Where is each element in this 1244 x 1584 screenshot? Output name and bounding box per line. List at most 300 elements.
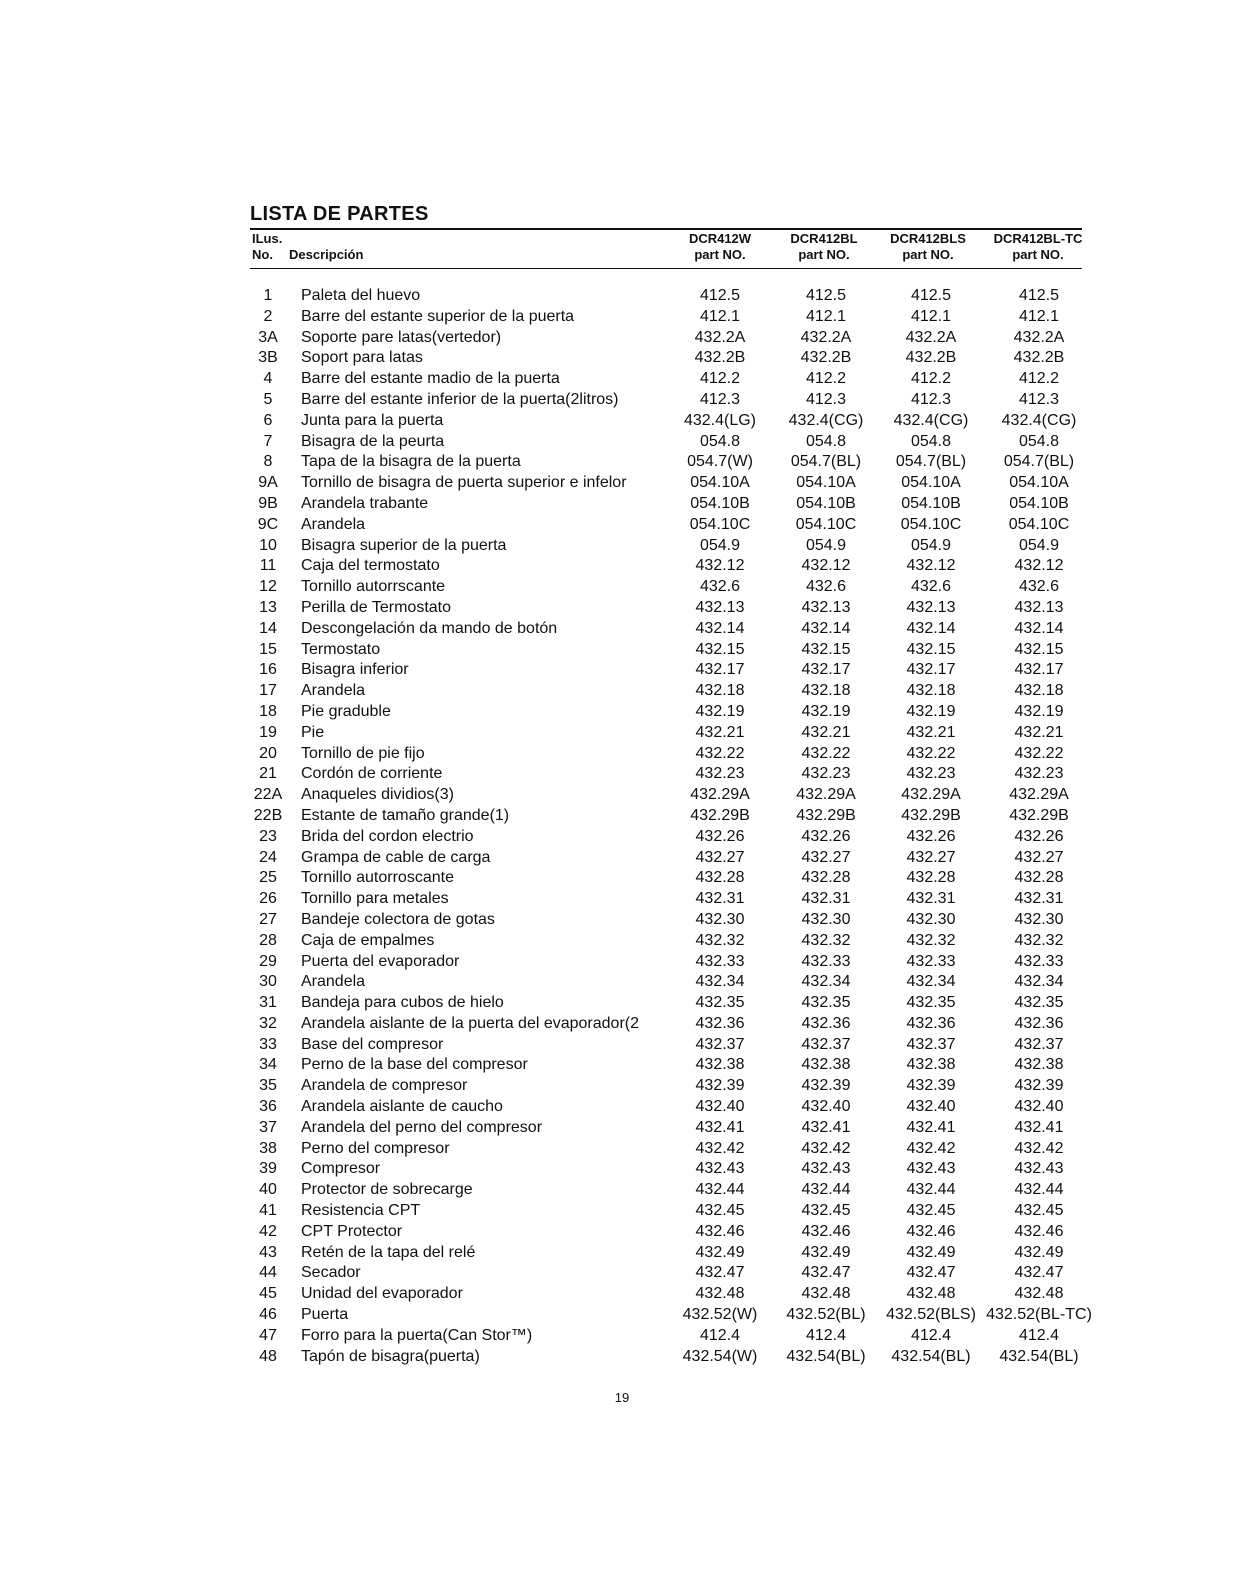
table-row <box>0 1139 1244 1160</box>
part-number-col-2: 432.40 <box>801 1098 851 1116</box>
table-row <box>0 536 1244 557</box>
item-number: 17 <box>259 682 277 700</box>
item-number: 3B <box>258 349 278 367</box>
part-number-col-1: 432.21 <box>695 723 745 741</box>
item-description: Termostato <box>301 640 381 658</box>
item-number: 15 <box>259 640 277 658</box>
part-number-col-2: 432.48 <box>801 1285 851 1303</box>
part-number-col-4: 432.40 <box>1014 1098 1064 1116</box>
item-description: Tapón de bisagra(puerta) <box>301 1347 480 1365</box>
part-number-col-4: 432.46 <box>1014 1222 1064 1240</box>
part-number-col-2: 432.45 <box>801 1202 851 1220</box>
part-number-col-4: 432.6 <box>1018 578 1060 596</box>
table-row <box>0 952 1244 973</box>
part-number-col-4: 432.22 <box>1014 744 1064 762</box>
part-number-col-1: 432.52(W) <box>682 1306 758 1324</box>
item-number: 13 <box>259 598 277 616</box>
table-row <box>0 764 1244 785</box>
part-number-col-3: 432.35 <box>906 994 956 1012</box>
part-number-col-4: 054.10B <box>1009 494 1069 512</box>
part-number-col-1: 432.22 <box>695 744 745 762</box>
part-number-col-4: 432.23 <box>1014 765 1064 783</box>
item-number: 33 <box>259 1035 277 1053</box>
table-row <box>0 619 1244 640</box>
part-number-col-2: 432.23 <box>801 765 851 783</box>
item-number: 31 <box>259 994 277 1012</box>
part-number-col-2: 054.7(BL) <box>790 453 862 471</box>
part-number-col-2: 432.43 <box>801 1160 851 1178</box>
item-description: Secador <box>301 1264 361 1282</box>
part-number-col-3: 432.41 <box>906 1118 956 1136</box>
part-number-col-4: 432.2B <box>1013 349 1065 367</box>
title-rule <box>250 228 1082 230</box>
table-row <box>0 1263 1244 1284</box>
part-number-col-1: 432.18 <box>695 682 745 700</box>
item-description: Paleta del huevo <box>301 287 421 304</box>
item-description: Pie graduble <box>301 702 391 720</box>
part-number-col-2: 432.52(BL) <box>786 1306 866 1324</box>
header-ilus-line2: No. <box>252 247 273 262</box>
item-number: 48 <box>259 1347 277 1365</box>
part-number-col-3: 432.38 <box>906 1056 956 1074</box>
item-number: 27 <box>259 910 277 928</box>
header-model-name: DCR412BL <box>790 231 858 246</box>
part-number-col-1: 432.6 <box>699 578 741 596</box>
item-number: 11 <box>259 557 277 575</box>
item-number: 14 <box>259 619 277 637</box>
part-number-col-3: 432.47 <box>906 1264 956 1282</box>
part-number-col-4: 432.21 <box>1014 723 1064 741</box>
part-number-col-2: 432.44 <box>801 1181 851 1199</box>
part-number-col-2: 432.21 <box>801 723 851 741</box>
table-row <box>0 1118 1244 1139</box>
part-number-col-2: 432.14 <box>801 619 851 637</box>
part-number-col-1: 054.7(W) <box>687 453 753 471</box>
part-number-col-3: 432.23 <box>906 765 956 783</box>
table-row <box>0 1180 1244 1201</box>
part-number-col-3: 432.2A <box>905 328 957 346</box>
item-number: 25 <box>259 869 277 887</box>
item-number: 32 <box>259 1014 277 1032</box>
part-number-col-4: 432.45 <box>1014 1202 1064 1220</box>
header-model-name: DCR412BL-TC <box>993 231 1083 246</box>
part-number-col-3: 432.4(CG) <box>893 411 969 429</box>
part-number-col-3: 432.17 <box>906 661 956 679</box>
item-number: 8 <box>263 453 273 471</box>
part-number-col-3: 432.13 <box>906 598 956 616</box>
table-row <box>0 1097 1244 1118</box>
part-number-col-4: 432.19 <box>1014 702 1064 720</box>
part-number-col-1: 432.12 <box>695 557 745 575</box>
table-row <box>0 785 1244 806</box>
part-number-col-2: 432.12 <box>801 557 851 575</box>
item-description: Barre del estante madio de la puerta <box>301 370 560 388</box>
header-model-name: DCR412BLS <box>890 231 966 246</box>
item-description: Perilla de Termostato <box>301 598 451 616</box>
part-number-col-3: 432.21 <box>906 723 956 741</box>
item-description: Barre del estante superior de la puerta <box>301 307 575 325</box>
part-number-col-1: 432.42 <box>695 1139 745 1157</box>
part-number-col-2: 432.6 <box>805 578 847 596</box>
part-number-col-2: 432.2A <box>800 328 852 346</box>
part-number-col-1: 432.46 <box>695 1222 745 1240</box>
part-number-col-2: 432.35 <box>801 994 851 1012</box>
item-number: 28 <box>259 931 277 949</box>
part-number-col-4: 432.28 <box>1014 869 1064 887</box>
part-number-col-1: 432.15 <box>695 640 745 658</box>
table-row <box>0 452 1244 473</box>
item-number: 22A <box>253 786 283 804</box>
table-row <box>0 515 1244 536</box>
part-number-col-3: 432.19 <box>906 702 956 720</box>
item-description: Base del compresor <box>301 1035 444 1053</box>
part-number-col-3: 054.7(BL) <box>895 453 967 471</box>
part-number-col-1: 432.28 <box>695 869 745 887</box>
table-row <box>0 1076 1244 1097</box>
part-number-col-1: 432.36 <box>695 1014 745 1032</box>
part-number-col-3: 432.2B <box>905 349 957 367</box>
item-description: Bisagra inferior <box>301 661 409 679</box>
item-number: 39 <box>259 1160 277 1178</box>
table-row <box>0 931 1244 952</box>
part-number-col-3: 432.39 <box>906 1077 956 1095</box>
item-number: 1 <box>263 287 273 304</box>
item-number: 9B <box>258 494 278 512</box>
part-number-col-3: 432.32 <box>906 931 956 949</box>
item-description: Bandeja para cubos de hielo <box>301 994 504 1012</box>
item-description: Tornillo para metales <box>301 890 449 908</box>
page-title: LISTA DE PARTES <box>250 203 429 225</box>
part-number-col-3: 054.8 <box>910 432 952 450</box>
table-row <box>0 910 1244 931</box>
item-number: 44 <box>259 1264 277 1282</box>
item-description: CPT Protector <box>301 1222 403 1240</box>
part-number-col-1: 432.40 <box>695 1098 745 1116</box>
part-number-col-1: 432.2A <box>694 328 746 346</box>
part-number-col-2: 432.41 <box>801 1118 851 1136</box>
part-number-col-1: 432.29B <box>690 806 750 824</box>
part-number-col-3: 412.1 <box>910 307 952 325</box>
part-number-col-3: 432.6 <box>910 578 952 596</box>
part-number-col-1: 432.27 <box>695 848 745 866</box>
table-row <box>0 556 1244 577</box>
part-number-col-3: 432.34 <box>906 973 956 991</box>
header-model-4 <box>976 231 1100 263</box>
table-row <box>0 848 1244 869</box>
item-description: Perno de la base del compresor <box>301 1056 528 1074</box>
table-row <box>0 286 1244 307</box>
part-number-col-3: 432.46 <box>906 1222 956 1240</box>
item-number: 22B <box>253 806 283 824</box>
part-number-col-1: 432.41 <box>695 1118 745 1136</box>
table-row <box>0 1035 1244 1056</box>
item-number: 26 <box>259 890 277 908</box>
part-number-col-4: 432.49 <box>1014 1243 1064 1261</box>
part-number-col-1: 432.48 <box>695 1285 745 1303</box>
part-number-col-3: 432.54(BL) <box>891 1347 971 1365</box>
item-description: Caja de empalmes <box>301 931 435 949</box>
item-number: 19 <box>259 723 277 741</box>
part-number-col-1: 432.2B <box>694 349 746 367</box>
part-number-col-2: 432.26 <box>801 827 851 845</box>
item-number: 3A <box>258 328 278 346</box>
table-row <box>0 660 1244 681</box>
part-number-col-4: 432.31 <box>1014 890 1064 908</box>
part-number-col-1: 054.10C <box>689 515 751 533</box>
item-description: Arandela aislante de caucho <box>301 1098 503 1116</box>
part-number-col-3: 432.26 <box>906 827 956 845</box>
item-number: 42 <box>259 1222 277 1240</box>
part-number-col-3: 432.15 <box>906 640 956 658</box>
part-number-col-2: 432.32 <box>801 931 851 949</box>
item-number: 29 <box>259 952 277 970</box>
part-number-col-3: 432.12 <box>906 557 956 575</box>
part-number-col-4: 432.30 <box>1014 910 1064 928</box>
part-number-col-4: 432.18 <box>1014 682 1064 700</box>
item-description: Protector de sobrecarge <box>301 1181 473 1199</box>
item-number: 16 <box>259 661 277 679</box>
part-number-col-2: 432.17 <box>801 661 851 679</box>
part-number-col-1: 432.14 <box>695 619 745 637</box>
item-description: Caja del termostato <box>301 557 440 575</box>
item-number: 9C <box>257 515 279 533</box>
part-number-col-2: 054.10A <box>796 474 856 492</box>
part-number-col-1: 054.10A <box>690 474 750 492</box>
table-row <box>0 702 1244 723</box>
part-number-col-4: 412.2 <box>1018 370 1060 388</box>
item-number: 24 <box>259 848 277 866</box>
header-model-3 <box>866 231 990 263</box>
part-number-col-1: 054.8 <box>699 432 741 450</box>
part-number-col-2: 412.1 <box>805 307 847 325</box>
part-number-col-2: 432.39 <box>801 1077 851 1095</box>
part-number-col-2: 054.10B <box>796 494 856 512</box>
item-number: 47 <box>259 1326 277 1344</box>
part-number-col-1: 432.34 <box>695 973 745 991</box>
part-number-col-1: 412.2 <box>699 370 741 388</box>
part-number-col-2: 432.54(BL) <box>786 1347 866 1365</box>
part-number-col-4: 054.10C <box>1008 515 1070 533</box>
item-description: Barre del estante inferior de la puerta(2litros) <box>301 390 619 408</box>
part-number-col-1: 412.5 <box>699 287 741 304</box>
page-number: 19 <box>614 1390 630 1405</box>
part-number-col-2: 054.8 <box>805 432 847 450</box>
item-description: Puerta <box>301 1306 349 1324</box>
item-description: Soport para latas <box>301 349 423 367</box>
item-number: 5 <box>263 390 273 408</box>
item-description: Brida del cordon electrio <box>301 827 474 845</box>
part-number-col-2: 432.37 <box>801 1035 851 1053</box>
part-number-col-1: 054.9 <box>699 536 741 554</box>
item-description: Grampa de cable de carga <box>301 848 491 866</box>
part-number-col-3: 432.30 <box>906 910 956 928</box>
table-row <box>0 744 1244 765</box>
part-number-col-2: 432.22 <box>801 744 851 762</box>
header-part-label: part NO. <box>1012 247 1064 262</box>
table-row <box>0 1159 1244 1180</box>
table-row <box>0 993 1244 1014</box>
part-number-col-2: 432.49 <box>801 1243 851 1261</box>
part-number-col-4: 054.9 <box>1018 536 1060 554</box>
item-description: Arandela del perno del compresor <box>301 1118 543 1136</box>
table-row <box>0 1326 1244 1347</box>
item-description: Unidad del evaporador <box>301 1285 463 1303</box>
part-number-col-1: 432.4(LG) <box>683 411 757 429</box>
part-number-col-1: 432.45 <box>695 1202 745 1220</box>
part-number-col-2: 432.42 <box>801 1139 851 1157</box>
part-number-col-2: 432.30 <box>801 910 851 928</box>
part-number-col-4: 432.35 <box>1014 994 1064 1012</box>
part-number-col-4: 432.29B <box>1009 806 1069 824</box>
part-number-col-1: 412.1 <box>699 307 741 325</box>
item-description: Forro para la puerta(Can Stor™) <box>301 1326 533 1344</box>
item-description: Tornillo autorrscante <box>301 578 446 596</box>
part-number-col-4: 432.41 <box>1014 1118 1064 1136</box>
item-description: Arandela aislante de la puerta del evaporador(2 <box>301 1014 640 1032</box>
part-number-col-1: 432.19 <box>695 702 745 720</box>
part-number-col-3: 432.29B <box>901 806 961 824</box>
item-number: 12 <box>259 578 277 596</box>
item-number: 36 <box>259 1098 277 1116</box>
header-ilus-line1: ILus. <box>252 231 283 246</box>
table-row <box>0 868 1244 889</box>
item-description: Retén de la tapa del relé <box>301 1243 476 1261</box>
part-number-col-1: 432.33 <box>695 952 745 970</box>
part-number-col-4: 432.39 <box>1014 1077 1064 1095</box>
part-number-col-1: 432.30 <box>695 910 745 928</box>
part-number-col-4: 432.33 <box>1014 952 1064 970</box>
part-number-col-4: 432.2A <box>1013 328 1065 346</box>
part-number-col-1: 432.43 <box>695 1160 745 1178</box>
part-number-col-4: 432.44 <box>1014 1181 1064 1199</box>
item-description: Tornillo de bisagra de puerta superior e infelor <box>301 474 627 492</box>
part-number-col-4: 432.32 <box>1014 931 1064 949</box>
part-number-col-4: 432.38 <box>1014 1056 1064 1074</box>
part-number-col-1: 432.44 <box>695 1181 745 1199</box>
item-description: Anaqueles dividios(3) <box>301 786 454 804</box>
part-number-col-3: 054.10B <box>901 494 961 512</box>
part-number-col-3: 432.42 <box>906 1139 956 1157</box>
part-number-col-2: 054.9 <box>805 536 847 554</box>
item-description: Descongelación da mando de botón <box>301 619 558 637</box>
part-number-col-4: 432.13 <box>1014 598 1064 616</box>
item-number: 37 <box>259 1118 277 1136</box>
part-number-col-1: 432.31 <box>695 890 745 908</box>
part-number-col-4: 054.7(BL) <box>1003 453 1075 471</box>
part-number-col-1: 412.3 <box>699 390 741 408</box>
table-row <box>0 827 1244 848</box>
table-row <box>0 640 1244 661</box>
part-number-col-2: 432.18 <box>801 682 851 700</box>
part-number-col-1: 432.35 <box>695 994 745 1012</box>
item-number: 38 <box>259 1139 277 1157</box>
part-number-col-3: 412.3 <box>910 390 952 408</box>
part-number-col-2: 432.29B <box>796 806 856 824</box>
part-number-col-2: 432.31 <box>801 890 851 908</box>
part-number-col-1: 432.23 <box>695 765 745 783</box>
part-number-col-2: 054.10C <box>795 515 857 533</box>
item-description: Junta para la puerta <box>301 411 444 429</box>
part-number-col-3: 432.52(BLS) <box>886 1306 976 1324</box>
part-number-col-3: 432.28 <box>906 869 956 887</box>
table-row <box>0 972 1244 993</box>
item-description: Tornillo autorroscante <box>301 869 454 887</box>
part-number-col-3: 432.31 <box>906 890 956 908</box>
item-description: Bandeje colectora de gotas <box>301 910 495 928</box>
item-number: 20 <box>259 744 277 762</box>
item-number: 41 <box>259 1202 277 1220</box>
item-number: 30 <box>259 973 277 991</box>
part-number-col-4: 412.4 <box>1018 1326 1060 1344</box>
item-description: Cordón de corriente <box>301 765 443 783</box>
table-row <box>0 723 1244 744</box>
part-number-col-3: 054.10A <box>901 474 961 492</box>
part-number-col-4: 412.1 <box>1018 307 1060 325</box>
item-number: 18 <box>259 702 277 720</box>
table-row <box>0 1055 1244 1076</box>
table-row <box>0 1347 1244 1368</box>
item-description: Puerta del evaporador <box>301 952 460 970</box>
part-number-col-4: 412.5 <box>1018 287 1060 304</box>
part-number-col-4: 054.10A <box>1009 474 1069 492</box>
item-number: 21 <box>259 765 277 783</box>
part-number-col-2: 432.19 <box>801 702 851 720</box>
item-number: 45 <box>259 1285 277 1303</box>
part-number-col-4: 432.34 <box>1014 973 1064 991</box>
item-description: Arandela <box>301 973 366 991</box>
part-number-col-2: 432.38 <box>801 1056 851 1074</box>
part-number-col-1: 432.26 <box>695 827 745 845</box>
part-number-col-1: 432.29A <box>690 786 750 804</box>
part-number-col-4: 412.3 <box>1018 390 1060 408</box>
part-number-col-2: 432.47 <box>801 1264 851 1282</box>
part-number-col-3: 432.33 <box>906 952 956 970</box>
part-number-col-3: 432.27 <box>906 848 956 866</box>
part-number-col-1: 432.37 <box>695 1035 745 1053</box>
table-row <box>0 681 1244 702</box>
table-row <box>0 390 1244 411</box>
item-description: Estante de tamaño grande(1) <box>301 806 510 824</box>
part-number-col-3: 432.49 <box>906 1243 956 1261</box>
item-number: 4 <box>263 370 273 388</box>
part-number-col-4: 432.47 <box>1014 1264 1064 1282</box>
table-row <box>0 1305 1244 1326</box>
part-number-col-4: 432.43 <box>1014 1160 1064 1178</box>
part-number-col-1: 432.54(W) <box>682 1347 758 1365</box>
table-row <box>0 328 1244 349</box>
table-row <box>0 411 1244 432</box>
table-row <box>0 369 1244 390</box>
part-number-col-2: 412.3 <box>805 390 847 408</box>
part-number-col-1: 432.39 <box>695 1077 745 1095</box>
item-description: Tapa de la bisagra de la puerta <box>301 453 521 471</box>
table-row <box>0 348 1244 369</box>
part-number-col-2: 432.36 <box>801 1014 851 1032</box>
part-number-col-1: 432.32 <box>695 931 745 949</box>
part-number-col-1: 432.17 <box>695 661 745 679</box>
part-number-col-3: 412.5 <box>910 287 952 304</box>
part-number-col-4: 432.52(BL-TC) <box>986 1306 1092 1324</box>
table-row <box>0 307 1244 328</box>
table-row <box>0 473 1244 494</box>
part-number-col-4: 432.26 <box>1014 827 1064 845</box>
part-number-col-3: 432.18 <box>906 682 956 700</box>
table-row <box>0 598 1244 619</box>
part-number-col-4: 432.54(BL) <box>999 1347 1079 1365</box>
item-number: 2 <box>263 307 273 325</box>
item-description: Soporte pare latas(vertedor) <box>301 328 502 346</box>
header-model-name: DCR412W <box>688 231 752 246</box>
